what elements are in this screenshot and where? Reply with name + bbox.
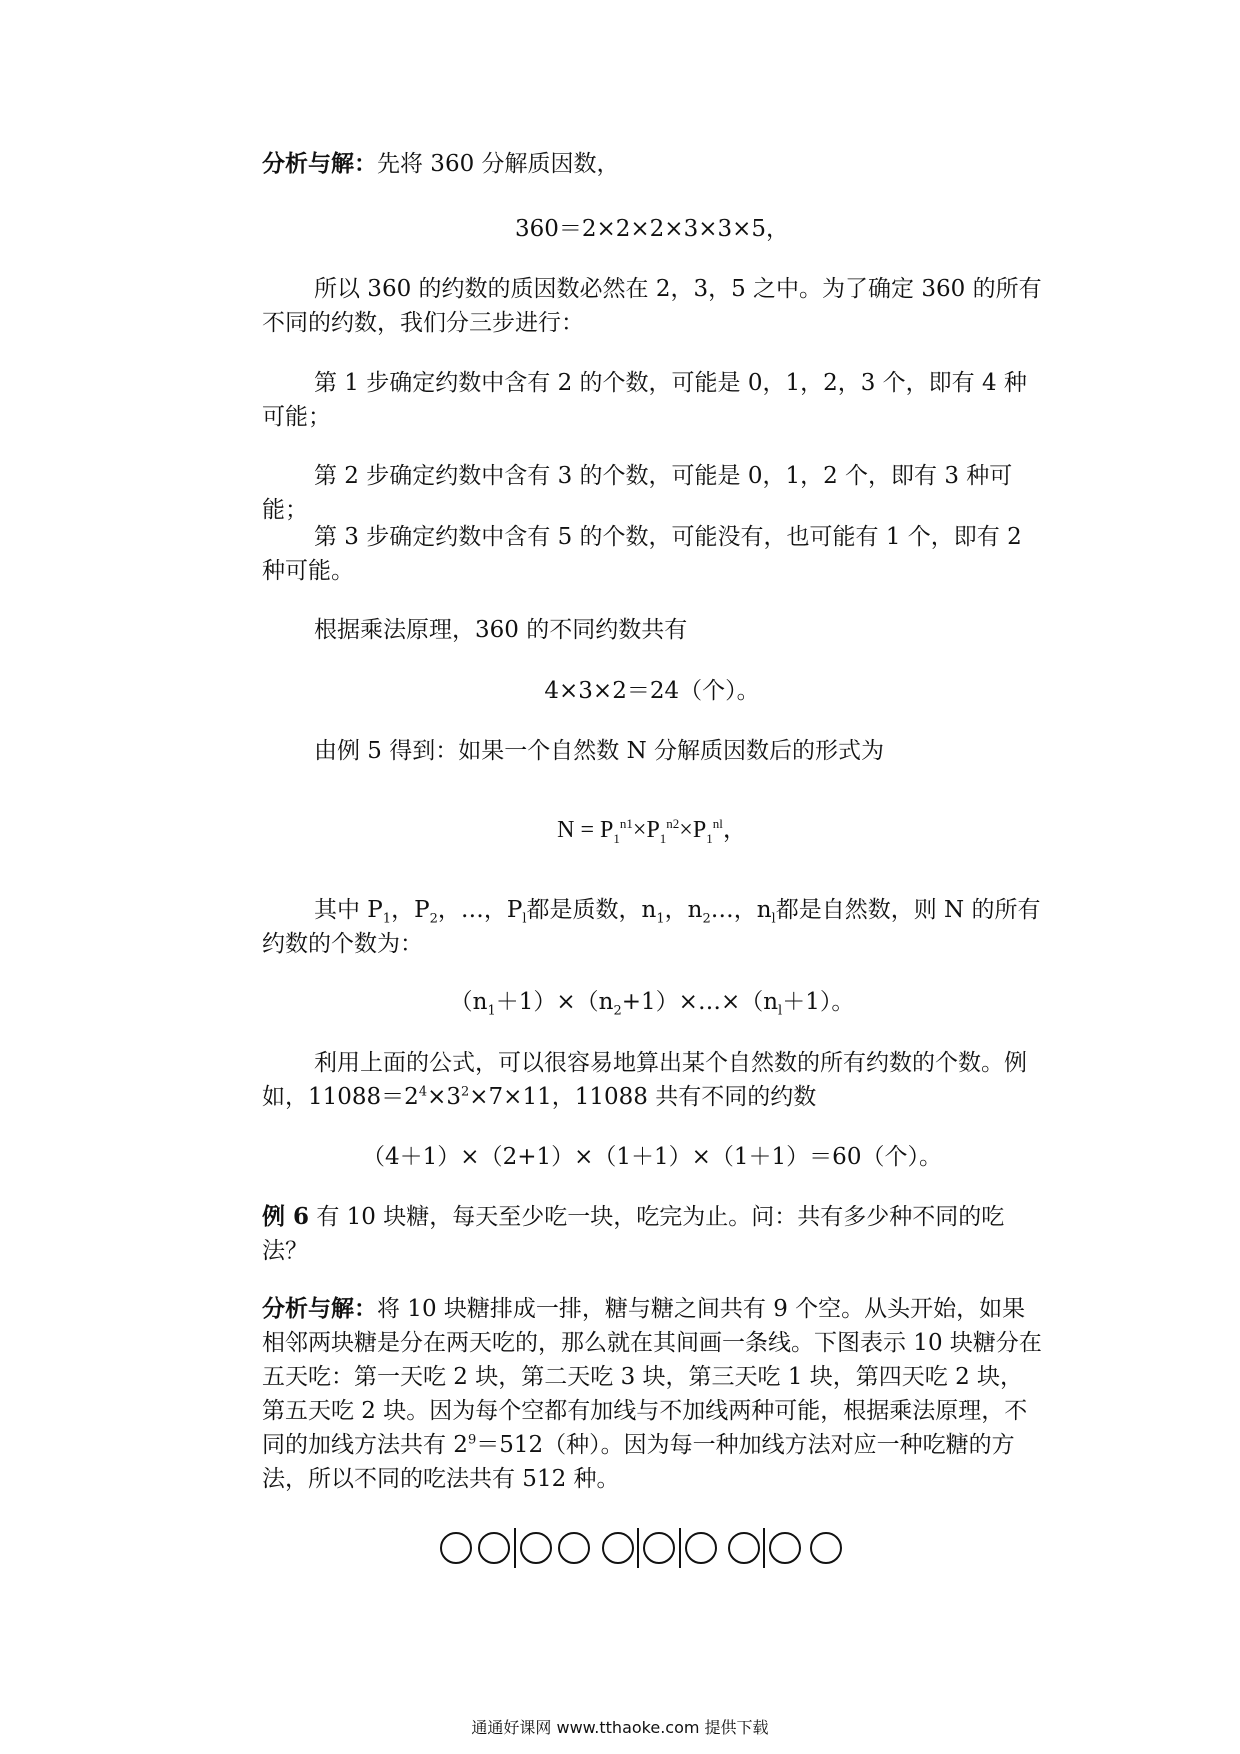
candy-diagram bbox=[438, 1523, 868, 1573]
analysis-label: 分析与解： bbox=[262, 150, 377, 177]
candy-circle bbox=[479, 1533, 509, 1563]
candy-circle bbox=[811, 1533, 841, 1563]
equation-60: （4＋1）×（2+1）×（1＋1）×（1＋1）＝60（个）。 bbox=[362, 1144, 942, 1170]
paragraph-analysis-1 bbox=[262, 147, 1042, 181]
paragraph-analysis-2: 分析与解：将 10 块糖排成一排，糖与糖之间共有 9 个空。从头开始，如果相邻两块糖是分在两天吃的，那么就在其间画一条线。下图表示 10 块糖分在五天吃：第一天吃 2 块，第二天吃 3 块，第三天吃 1 块，第四天吃 2 块，第五天吃 2 块。因为每个空都有加线与不加线两种可能，根据乘法原理，不同的加线方法共有 $2^9=512$（种）。因为每一种加线方法对应一种吃糖的方法，所以不同的吃法共有 512 种。 bbox=[262, 1295, 1042, 1492]
candy-circle bbox=[644, 1533, 674, 1563]
example-6-text: 有 10 块糖，每天至少吃一块，吃完为止。问：共有多少种不同的吃法？ bbox=[262, 1204, 1005, 1264]
paragraph-step-3: 第 3 步确定约数中含有 5 的个数，可能没有，也可能有 1 个，即有 2 种可能。 bbox=[262, 524, 1022, 584]
paragraph-where: 其中 $P_1$，$P_2$，…，$P_l$都是质数，$n_1$，$n_2\dots$，$n_l$都是自然数，则 N 的所有约数的个数为： bbox=[262, 897, 1041, 957]
footer-source: 通通好课网 www.tthaoke.com 提供下载 bbox=[471, 1718, 769, 1737]
paragraph-example5: 由例 5 得到：如果一个自然数 N 分解质因数后的形式为 bbox=[314, 738, 885, 764]
candy-circle bbox=[603, 1533, 633, 1563]
candy-circle bbox=[441, 1533, 471, 1563]
paragraph-multiplication: 根据乘法原理，360 的不同约数共有 bbox=[314, 617, 688, 643]
equation-360: 360＝2×2×2×3×3×5， bbox=[514, 216, 790, 242]
analysis-text: 先将 360 分解质因数， bbox=[377, 151, 620, 177]
analysis-label-2: 分析与解： bbox=[262, 1295, 377, 1322]
equation-24: 4×3×2＝24（个）。 bbox=[544, 678, 760, 704]
candy-circle bbox=[729, 1533, 759, 1563]
paragraph-example-11088: 利用上面的公式，可以很容易地算出某个自然数的所有约数的个数。例如，$11088=2^4\times 3^2\times 7\times 11$，11088 共有不同的约数 bbox=[262, 1050, 1027, 1110]
formula-n-decomposition: $N = P_1^{n1}\times P_1^{n2}\times P_1^{nl}$， bbox=[557, 816, 747, 846]
candy-circle bbox=[559, 1533, 589, 1563]
candy-circle bbox=[521, 1533, 551, 1563]
paragraph-step-2: 第 2 步确定约数中含有 3 的个数，可能是 0，1，2 个，即有 3 种可能； bbox=[262, 463, 1013, 523]
equation-divisor-count: $(n_1+1)\times(n_2+1)\times\dots\times(n_l+1)$。 bbox=[449, 989, 855, 1019]
paragraph-step-1: 第 1 步确定约数中含有 2 的个数，可能是 0，1，2，3 个，即有 4 种可能； bbox=[262, 370, 1027, 430]
example-6 bbox=[262, 1200, 1042, 1268]
example-6-label: 例 6 bbox=[262, 1203, 310, 1230]
paragraph-prime-factors: 所以 360 的约数的质因数必然在 2，3，5 之中。为了确定 360 的所有不同的约数，我们分三步进行： bbox=[262, 276, 1042, 336]
candy-circle bbox=[770, 1533, 800, 1563]
candy-circle bbox=[686, 1533, 716, 1563]
